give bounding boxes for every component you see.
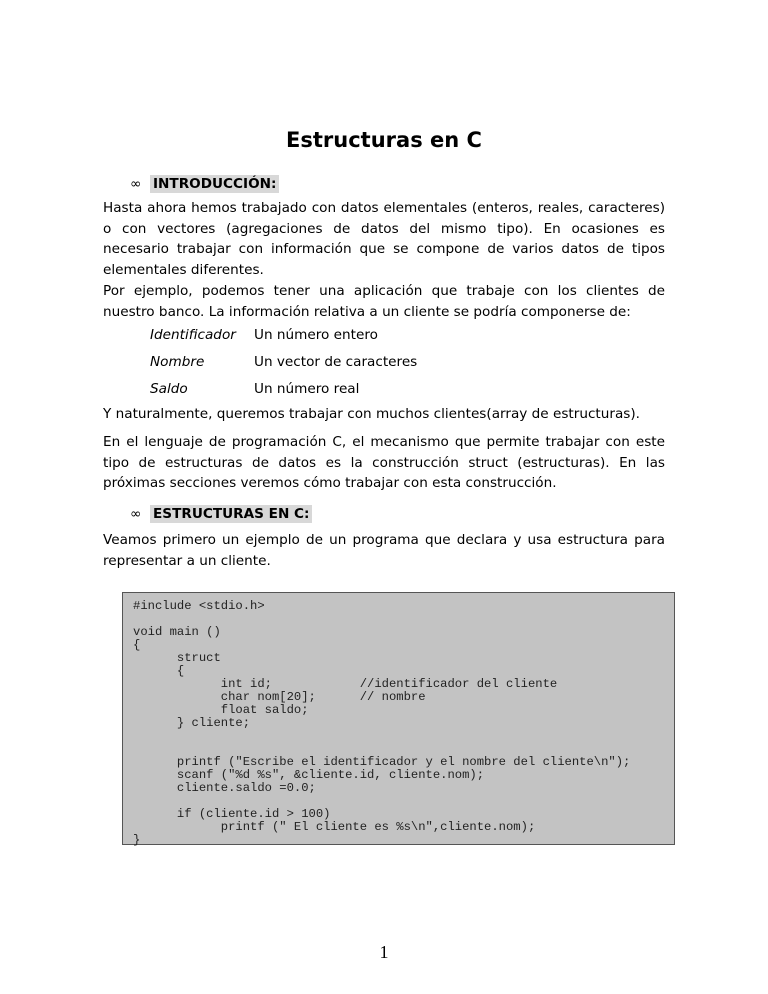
infinity-bullet-icon: ∞ <box>130 176 142 192</box>
field-name: Identificador <box>150 327 236 343</box>
section-heading-estructuras <box>130 506 312 522</box>
paragraph: En el lenguaje de programación C, el mecanismo que permite trabajar con este tipo de estructuras de datos es la construcción struct (estructuras). En las próximas secciones veremos cómo trabajar con esta construcción. <box>103 434 665 491</box>
field-desc: Un número real <box>254 381 360 397</box>
page-number: 1 <box>379 942 389 962</box>
heading-text: INTRODUCCIÓN: <box>150 175 279 193</box>
field-row <box>150 354 417 370</box>
field-row <box>150 381 359 397</box>
paragraph: Y naturalmente, queremos trabajar con muchos clientes(array de estructuras). <box>103 406 640 422</box>
document-title: Estructuras en C <box>286 128 482 152</box>
code-text: #include <stdio.h> void main () { struct { int id; //identificador del cliente char nom[20]; // nombre float saldo; } cliente; printf ("Escribe el identificador y el nombre del cliente\n"); scanf ("%d %s", &cliente.id, cliente.nom); cliente.saldo =0.0; if (cliente.id > 100) printf (" El cliente es %s\n",cliente.nom); } <box>133 599 631 847</box>
section-heading-introduccion <box>130 176 279 192</box>
field-desc: Un vector de caracteres <box>254 354 418 370</box>
field-row <box>150 327 378 343</box>
field-name: Nombre <box>150 354 205 370</box>
field-desc: Un número entero <box>254 327 378 343</box>
heading-text: ESTRUCTURAS EN C: <box>150 505 312 523</box>
field-name: Saldo <box>150 381 188 397</box>
paragraph: Hasta ahora hemos trabajado con datos elementales (enteros, reales, caracteres) o con vectores (agregaciones de datos del mismo tipo). En ocasiones es necesario trabajar con información que se compone de varios datos de tipos elementales diferentes. <box>103 200 665 278</box>
infinity-bullet-icon: ∞ <box>130 506 142 522</box>
paragraph: Veamos primero un ejemplo de un programa que declara y usa estructura para representar a un cliente. <box>103 532 665 569</box>
code-block <box>122 592 675 845</box>
paragraph: Por ejemplo, podemos tener una aplicación que trabaje con los clientes de nuestro banco. La información relativa a un cliente se podría componerse de: <box>103 283 665 320</box>
